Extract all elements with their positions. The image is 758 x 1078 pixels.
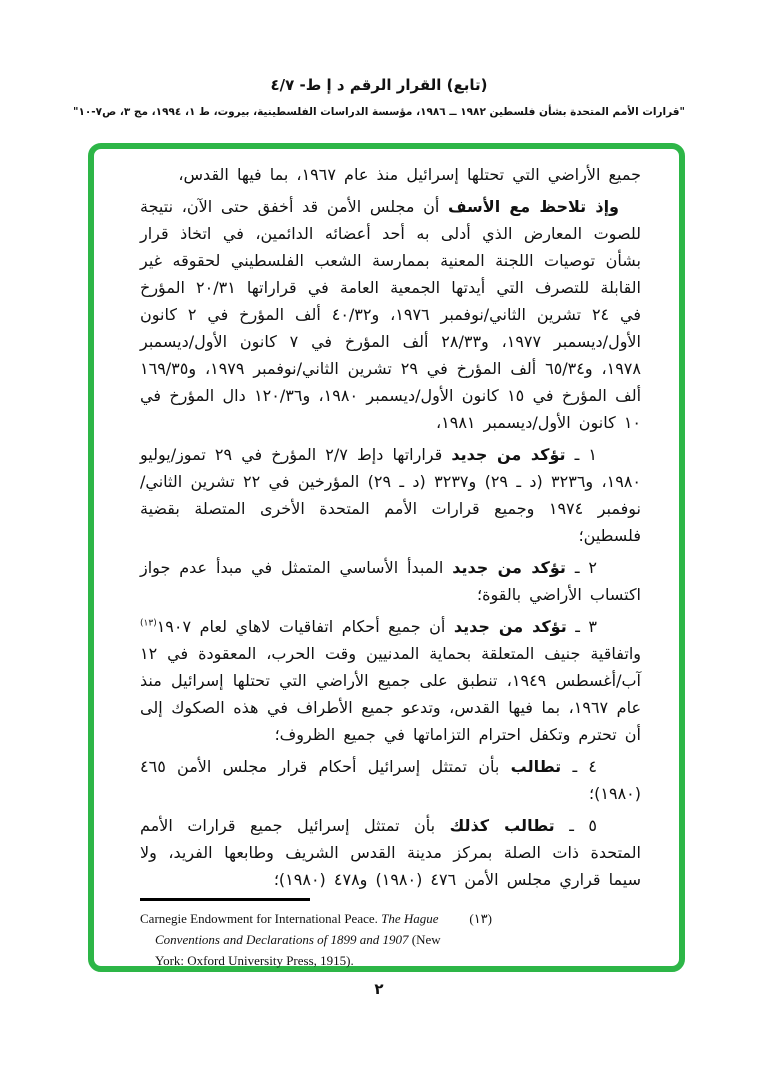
page-number: ٢ — [374, 980, 384, 998]
footnote-ref-marker: (١٣) — [140, 618, 157, 629]
footnote-text-italic: Conventions and Declarations of 1899 and 1907 — [155, 932, 409, 947]
text-run: ٤ ـ — [561, 757, 598, 776]
body-paragraph — [140, 613, 641, 748]
text-run: وإذ تلاحظ مع الأسف — [448, 197, 620, 216]
text-run: ٥ ـ — [554, 816, 597, 835]
footnote-line-2 — [140, 929, 492, 950]
source-citation-line: "قرارات الأمم المتحدة بشأن فلسطين ١٩٨٢ ــ ١٩٨٦، مؤسسة الدراسات الفلسطينية، بيروت، ط ١، ١٩٩٤، مج ٣، ص٧-١٠" — [72, 106, 686, 118]
footnote-marker: (١٣) — [469, 911, 492, 926]
body-paragraph — [140, 161, 641, 188]
footnote-line-1 — [140, 908, 492, 929]
text-run: تطالب — [510, 757, 562, 776]
text-run: ٣ ـ — [566, 617, 597, 636]
text-run: تؤكد من جديد — [453, 617, 567, 636]
text-run: تطالب كذلك — [449, 816, 555, 835]
body-paragraph — [140, 441, 641, 549]
body-paragraph — [140, 554, 641, 608]
text-run: بأن تمتثل إسرائيل جميع قرارات الأمم المتحدة ذات الصلة بمركز مدينة القدس الشريف وطابعها الفريد، ولا سيما قراري مجلس الأمن ٤٧٦ (١٩٨٠) و٤٧٨ (١٩٨٠)؛ — [140, 816, 641, 889]
text-run: المبدأ الأساسي المتمثل في مبدأ عدم جواز اكتساب الأراضي بالقوة؛ — [140, 558, 641, 604]
text-run: ١ ـ — [565, 445, 598, 464]
page-title: (تابع) القرار الرقم د إ ط- ٤/٧ — [270, 76, 488, 94]
footnote-text-plain: Carnegie Endowment for International Peace. — [140, 911, 382, 926]
text-run: بأن تمتثل إسرائيل أحكام قرار مجلس الأمن ٤٦٥ (١٩٨٠)؛ — [140, 757, 641, 803]
text-run: قراراتها دإط ٢/٧ المؤرخ في ٢٩ تموز/يوليو ١٩٨٠، و٣٢٣٦ (د ـ ٢٩) و٣٢٣٧ (د ـ ٢٩) المؤرخين في ٢٢ تشرين الثاني/نوفمبر ١٩٧٤ وجميع قرارات الأمم المتحدة الأخرى المتصلة بقضية فلسطين؛ — [140, 445, 642, 545]
content-frame — [88, 143, 685, 972]
footnote-divider — [140, 898, 310, 901]
text-run: جميع الأراضي التي تحتلها إسرائيل منذ عام ١٩٦٧، بما فيها القدس، — [178, 165, 641, 184]
text-run: ٢ ـ — [565, 558, 598, 577]
footnote-line-3: York: Oxford University Press, 1915). — [155, 953, 354, 968]
footnote-block — [140, 898, 492, 971]
text-run: أن مجلس الأمن قد أخفق حتى الآن، نتيجة للصوت المعارض الذي أدلى به أحد أعضائه الدائمين، في اتخاذ قرار بشأن توصيات اللجنة المعنية بممارسة الشعب الفلسطيني لحقوقه غير القابلة للتصرف التي أيدتها الجمعية العامة في قراراتها ٢٠/٣١ المؤرخ في ٢٤ تشرين الثاني/نوفمبر ١٩٧٦، و٤٠/٣٢ ألف المؤرخ في ٢ كانون الأول/ديسمبر ١٩٧٧، و٢٨/٣٣ ألف المؤرخ في ٧ كانون الأول/ديسمبر ١٩٧٨، و٦٥/٣٤ ألف المؤرخ في ٢٩ تشرين الثاني/نوفمبر ١٩٧٩، و١٦٩/٣٥ ألف المؤرخ في ١٥ كانون الأول/ديسمبر ١٩٨٠، و١٢٠/٣٦ دال المؤرخ في ١٠ كانون الأول/ديسمبر ١٩٨١، — [140, 197, 642, 432]
text-run: تؤكد من جديد — [451, 445, 566, 464]
footnote-text — [140, 908, 439, 929]
footnote-text-italic: The Hague — [381, 911, 439, 926]
text-run: تؤكد من جديد — [452, 558, 566, 577]
footnote-text-plain: (New — [408, 932, 441, 947]
body-paragraph — [140, 753, 641, 807]
body-paragraph — [140, 193, 641, 436]
text-run: أن جميع أحكام اتفاقيات لاهاي لعام ١٩٠٧ — [156, 617, 454, 636]
body-paragraph — [140, 812, 641, 893]
text-run: واتفاقية جنيف المتعلقة بحماية المدنيين وقت الحرب، المعقودة في ١٢ آب/أغسطس ١٩٤٩، تنطبق على جميع الأراضي التي تحتلها إسرائيل منذ عام ١٩٦٧، بما فيها القدس، وتدعو جميع الأطراف في هذه الصكوك إلى أن تحترم وتكفل احترام التزاماتها في جميع الظروف؛ — [140, 644, 642, 744]
body-text — [140, 161, 641, 898]
